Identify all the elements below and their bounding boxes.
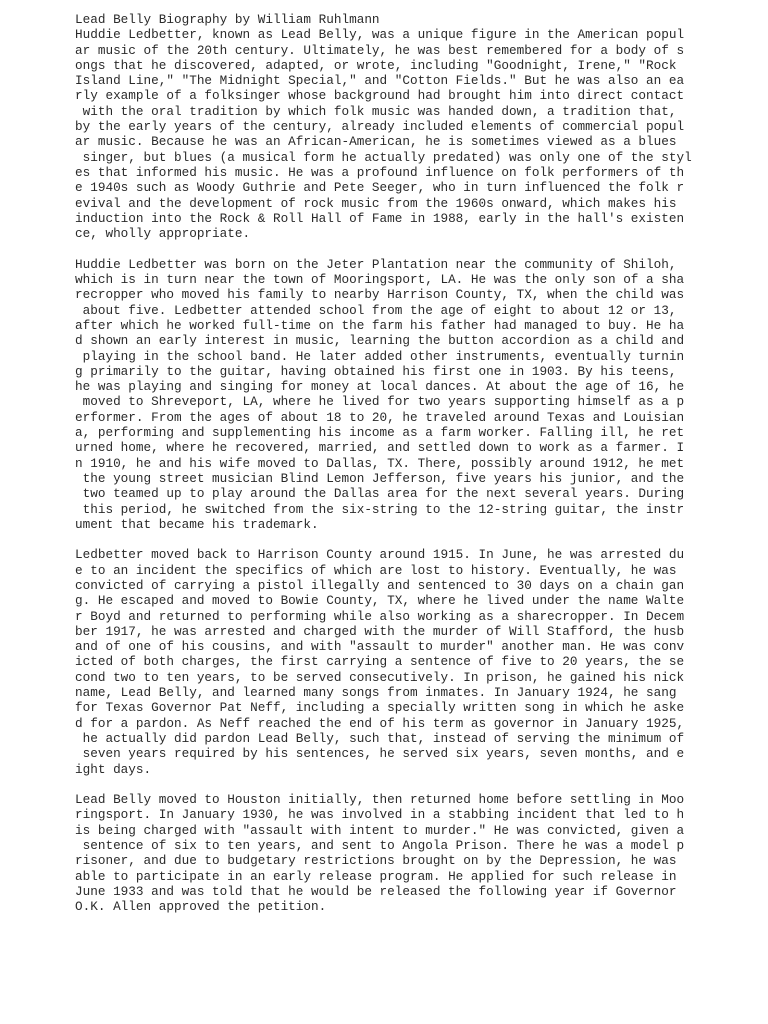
paragraph-line: g primarily to the guitar, having obtained his first one in 1903. By his teens,	[75, 363, 677, 379]
paragraph-line: Ledbetter moved back to Harrison County around 1915. In June, he was arrested du	[75, 547, 685, 563]
paragraph-line: ringsport. In January 1930, he was involved in a stabbing incident that led to h	[75, 807, 685, 823]
paragraph-line: moved to Shreveport, LA, where he lived for two years supporting himself as a p	[75, 394, 685, 410]
paragraph-2	[75, 257, 705, 532]
paragraph-line: d shown an early interest in music, learning the button accordion as a child and	[75, 333, 685, 349]
paragraph-line: erformer. From the ages of about 18 to 20, he traveled around Texas and Louisian	[75, 409, 685, 425]
paragraph-line: with the oral tradition by which folk music was handed down, a tradition that,	[75, 103, 677, 119]
paragraph-line: ight days.	[75, 761, 152, 777]
paragraph-line: able to participate in an early release program. He applied for such release in	[75, 868, 677, 884]
paragraph-line: convicted of carrying a pistol illegally and sentenced to 30 days on a chain gan	[75, 577, 685, 593]
paragraph-line: and of one of his cousins, and with "assault to murder" another man. He was conv	[75, 639, 685, 655]
paragraph-line: Huddie Ledbetter, known as Lead Belly, was a unique figure in the American popul	[75, 27, 685, 43]
paragraph-line: playing in the school band. He later added other instruments, eventually turnin	[75, 348, 685, 364]
paragraph-line: after which he worked full-time on the farm his father had managed to buy. He ha	[75, 317, 685, 333]
paragraph-line: Island Line," "The Midnight Special," and "Cotton Fields." But he was also an ea	[75, 73, 685, 89]
paragraph-line: es that informed his music. He was a profound influence on folk performers of th	[75, 164, 685, 180]
paragraph-line: singer, but blues (a musical form he actually predated) was only one of the styl	[75, 149, 692, 165]
paragraph-line: ongs that he discovered, adapted, or wrote, including "Goodnight, Irene," "Rock	[75, 57, 677, 73]
paragraph-line: ar music of the 20th century. Ultimately, he was best remembered for a body of s	[75, 42, 685, 58]
paragraph-line: rly example of a folksinger whose background had brought him into direct contact	[75, 88, 685, 104]
paragraph-line: about five. Ledbetter attended school from the age of eight to about 12 or 13,	[75, 302, 677, 318]
paragraph-1	[75, 27, 705, 241]
paragraph-line: ce, wholly appropriate.	[75, 226, 251, 242]
paragraph-line: risoner, and due to budgetary restrictions brought on by the Depression, he was	[75, 853, 677, 869]
paragraph-line: Lead Belly moved to Houston initially, then returned home before settling in Moo	[75, 792, 685, 808]
paragraph-line: the young street musician Blind Lemon Jefferson, five years his junior, and the	[75, 470, 685, 486]
paragraph-line: recropper who moved his family to nearby Harrison County, TX, when the child was	[75, 287, 685, 303]
paragraph-4	[75, 792, 705, 914]
paragraph-line: cond two to ten years, to be served consecutively. In prison, he gained his nick	[75, 669, 685, 685]
paragraph-line: induction into the Rock & Roll Hall of Fame in 1988, early in the hall's existen	[75, 210, 685, 226]
paragraph-line: two teamed up to play around the Dallas area for the next several years. During	[75, 486, 685, 502]
paragraph-line: urned home, where he recovered, married, and settled down to work as a farmer. I	[75, 440, 685, 456]
paragraph-line: by the early years of the century, already included elements of commercial popul	[75, 119, 685, 135]
paragraph-line: r Boyd and returned to performing while also working as a sharecropper. In Decem	[75, 608, 685, 624]
paragraph-line: ument that became his trademark.	[75, 516, 319, 532]
paragraph-line: name, Lead Belly, and learned many songs from inmates. In January 1924, he sang	[75, 685, 677, 701]
paragraph-line: a, performing and supplementing his income as a farm worker. Falling ill, he ret	[75, 425, 685, 441]
paragraph-line: is being charged with "assault with intent to murder." He was convicted, given a	[75, 822, 685, 838]
document-page	[75, 12, 705, 930]
paragraph-line: e 1940s such as Woody Guthrie and Pete Seeger, who in turn influenced the folk r	[75, 180, 685, 196]
paragraph-line: he was playing and singing for money at local dances. At about the age of 16, he	[75, 379, 685, 395]
paragraph-line: ber 1917, he was arrested and charged with the murder of Will Stafford, the husb	[75, 623, 685, 639]
paragraph-line: for Texas Governor Pat Neff, including a specially written song in which he aske	[75, 700, 685, 716]
paragraph-line: June 1933 and was told that he would be released the following year if Governor	[75, 883, 677, 899]
paragraph-line: this period, he switched from the six-string to the 12-string guitar, the instr	[75, 501, 685, 517]
paragraph-line: which is in turn near the town of Mooringsport, LA. He was the only son of a sha	[75, 272, 685, 288]
paragraph-line: he actually did pardon Lead Belly, such that, instead of serving the minimum of	[75, 730, 685, 746]
paragraph-line: O.K. Allen approved the petition.	[75, 899, 327, 915]
paragraph-line: g. He escaped and moved to Bowie County, TX, where he lived under the name Walte	[75, 593, 685, 609]
paragraph-line: icted of both charges, the first carrying a sentence of five to 20 years, the se	[75, 654, 685, 670]
document-title: Lead Belly Biography by William Ruhlmann	[75, 12, 380, 27]
paragraph-line: ar music. Because he was an African-American, he is sometimes viewed as a blues	[75, 134, 677, 150]
paragraph-line: evival and the development of rock music from the 1960s onward, which makes his	[75, 195, 677, 211]
paragraph-line: seven years required by his sentences, he served six years, seven months, and e	[75, 746, 685, 762]
paragraph-line: n 1910, he and his wife moved to Dallas, TX. There, possibly around 1912, he met	[75, 455, 685, 471]
paragraph-line: d for a pardon. As Neff reached the end of his term as governor in January 1925,	[75, 715, 685, 731]
paragraph-line: sentence of six to ten years, and sent to Angola Prison. There he was a model p	[75, 838, 685, 854]
paragraph-line: e to an incident the specifics of which are lost to history. Eventually, he was	[75, 562, 677, 578]
paragraph-line: Huddie Ledbetter was born on the Jeter Plantation near the community of Shiloh,	[75, 256, 677, 272]
paragraph-3	[75, 547, 705, 776]
